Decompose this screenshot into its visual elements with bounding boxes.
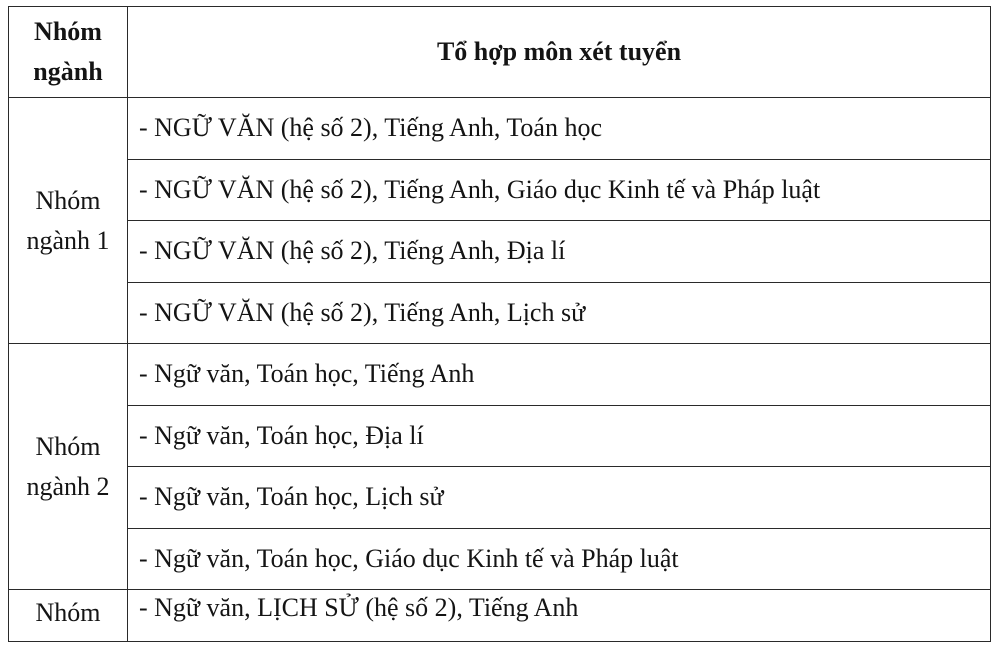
group-column-header bbox=[9, 7, 128, 98]
table-row bbox=[9, 159, 991, 221]
admission-combinations-table bbox=[8, 6, 991, 642]
table-row bbox=[9, 590, 991, 642]
combination-cell: - NGỮ VĂN (hệ số 2), Tiếng Anh, Địa lí bbox=[128, 221, 991, 283]
group-cell-3 bbox=[9, 590, 128, 642]
table-row bbox=[9, 405, 991, 467]
table-row bbox=[9, 467, 991, 529]
combination-cell: - Ngữ văn, Toán học, Giáo dục Kinh tế và Pháp luật bbox=[128, 528, 991, 590]
group-label: Nhóm ngành 1 bbox=[26, 185, 110, 255]
group-label: Nhóm ngành 2 bbox=[26, 431, 110, 501]
group-cell-2 bbox=[9, 344, 128, 590]
table-row bbox=[9, 221, 991, 283]
combination-column-header-text: Tổ hợp môn xét tuyển bbox=[436, 37, 682, 66]
combination-cell: - Ngữ văn, Toán học, Địa lí bbox=[128, 405, 991, 467]
group-column-header-text: Nhóm ngành bbox=[33, 17, 103, 86]
group-label: Nhóm bbox=[35, 598, 101, 627]
table-header-row bbox=[9, 7, 991, 98]
group-cell-1 bbox=[9, 98, 128, 344]
combination-column-header bbox=[128, 7, 991, 98]
combination-cell: - Ngữ văn, LỊCH SỬ (hệ số 2), Tiếng Anh bbox=[128, 590, 991, 642]
combination-cell: - NGỮ VĂN (hệ số 2), Tiếng Anh, Lịch sử bbox=[128, 282, 991, 344]
table-row bbox=[9, 98, 991, 160]
combination-cell: - NGỮ VĂN (hệ số 2), Tiếng Anh, Giáo dục Kinh tế và Pháp luật bbox=[128, 159, 991, 221]
table-row bbox=[9, 344, 991, 406]
combination-cell: - NGỮ VĂN (hệ số 2), Tiếng Anh, Toán học bbox=[128, 98, 991, 160]
table-row bbox=[9, 282, 991, 344]
combination-cell: - Ngữ văn, Toán học, Tiếng Anh bbox=[128, 344, 991, 406]
table-row bbox=[9, 528, 991, 590]
combination-cell: - Ngữ văn, Toán học, Lịch sử bbox=[128, 467, 991, 529]
